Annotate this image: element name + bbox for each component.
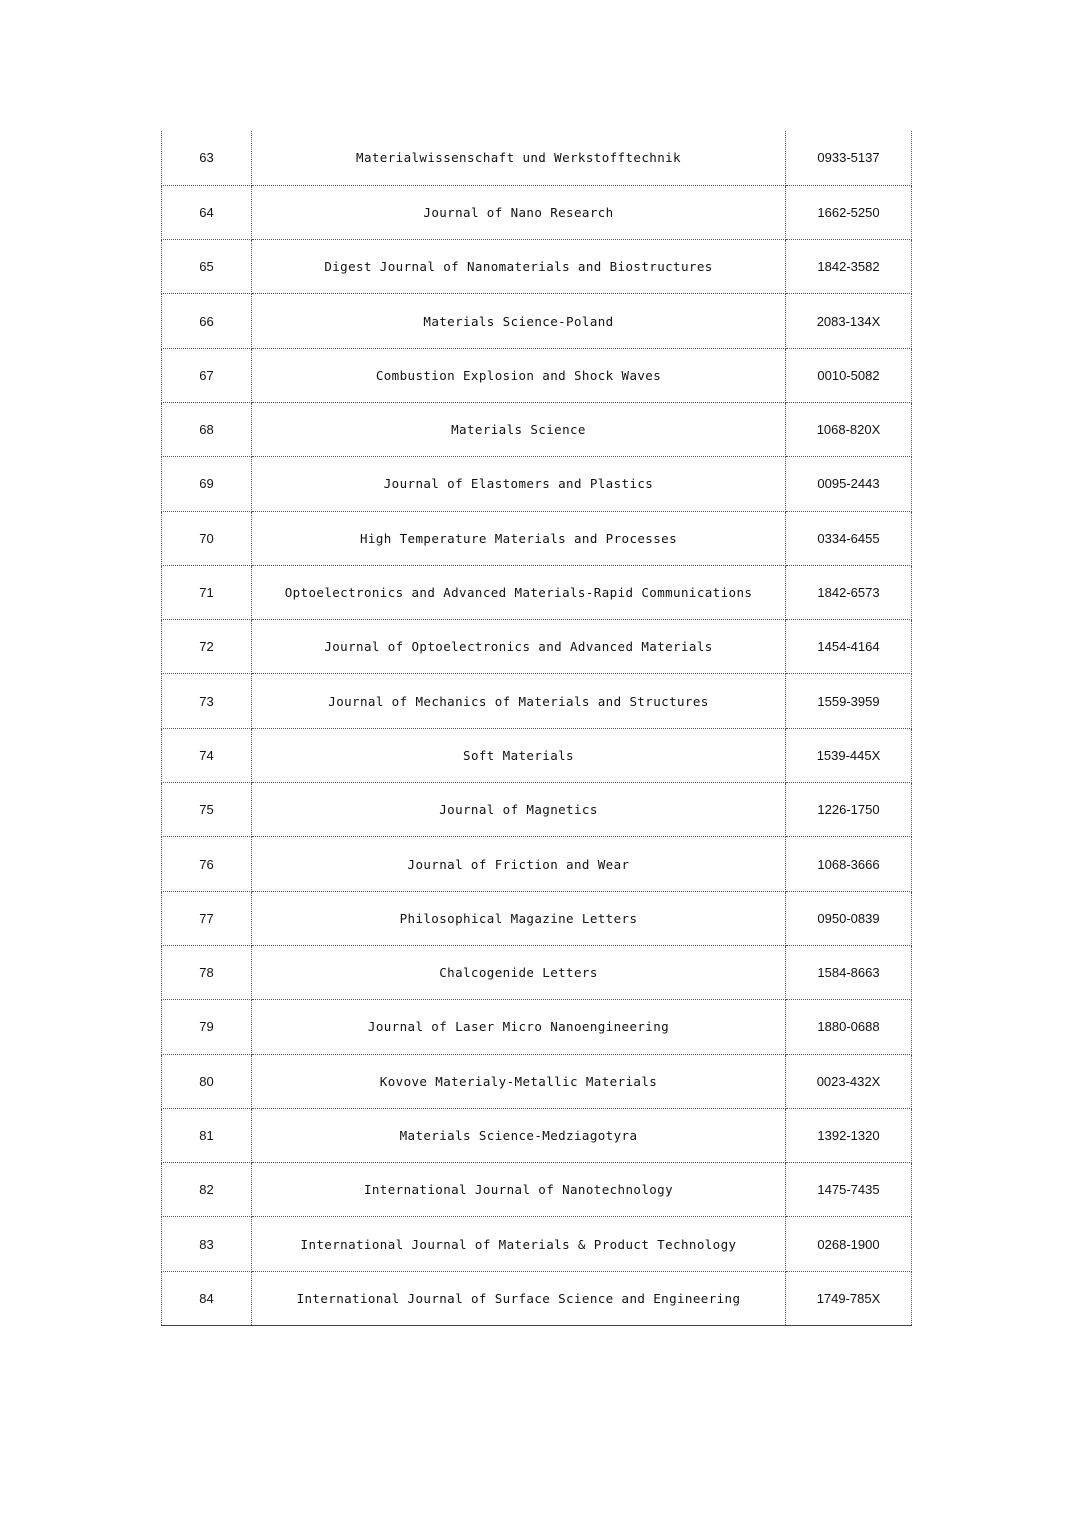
journal-name-cell: Journal of Friction and Wear	[252, 837, 786, 891]
journal-name-cell: International Journal of Surface Science and Engineering	[252, 1271, 786, 1325]
row-number-cell: 68	[162, 402, 252, 456]
journal-name-cell: Journal of Laser Micro Nanoengineering	[252, 1000, 786, 1054]
issn-cell: 1539-445X	[786, 728, 912, 782]
journal-name-cell: Digest Journal of Nanomaterials and Biostructures	[252, 240, 786, 294]
journal-name-cell: Combustion Explosion and Shock Waves	[252, 348, 786, 402]
journal-name-cell: Journal of Nano Research	[252, 185, 786, 239]
issn-cell: 1068-820X	[786, 402, 912, 456]
table-row	[162, 891, 912, 945]
table-row	[162, 620, 912, 674]
row-number-cell: 77	[162, 891, 252, 945]
row-number-cell: 84	[162, 1271, 252, 1325]
table-row	[162, 1217, 912, 1271]
issn-cell: 2083-134X	[786, 294, 912, 348]
row-number-cell: 76	[162, 837, 252, 891]
issn-cell: 1392-1320	[786, 1108, 912, 1162]
journal-name-cell: Optoelectronics and Advanced Materials-Rapid Communications	[252, 565, 786, 619]
table-row	[162, 348, 912, 402]
table-row	[162, 783, 912, 837]
journal-name-cell: Materials Science	[252, 402, 786, 456]
journal-name-cell: Materialwissenschaft und Werkstofftechnik	[252, 131, 786, 185]
row-number-cell: 70	[162, 511, 252, 565]
journal-name-cell: Journal of Elastomers and Plastics	[252, 457, 786, 511]
table-row	[162, 185, 912, 239]
issn-cell: 1662-5250	[786, 185, 912, 239]
issn-cell: 0023-432X	[786, 1054, 912, 1108]
table-row	[162, 1271, 912, 1325]
table-row	[162, 1163, 912, 1217]
journal-name-cell: Journal of Magnetics	[252, 783, 786, 837]
row-number-cell: 67	[162, 348, 252, 402]
journal-table	[161, 131, 912, 1326]
journal-name-cell: Journal of Mechanics of Materials and Structures	[252, 674, 786, 728]
issn-cell: 0933-5137	[786, 131, 912, 185]
row-number-cell: 71	[162, 565, 252, 619]
table-row	[162, 1000, 912, 1054]
row-number-cell: 83	[162, 1217, 252, 1271]
table-row	[162, 240, 912, 294]
row-number-cell: 63	[162, 131, 252, 185]
journal-name-cell: Materials Science-Medziagotyra	[252, 1108, 786, 1162]
row-number-cell: 64	[162, 185, 252, 239]
journal-name-cell: International Journal of Nanotechnology	[252, 1163, 786, 1217]
row-number-cell: 65	[162, 240, 252, 294]
journal-name-cell: Materials Science-Poland	[252, 294, 786, 348]
journal-name-cell: Journal of Optoelectronics and Advanced Materials	[252, 620, 786, 674]
table-row	[162, 457, 912, 511]
issn-cell: 1559-3959	[786, 674, 912, 728]
table-body	[162, 131, 912, 1326]
journal-name-cell: Philosophical Magazine Letters	[252, 891, 786, 945]
table-row	[162, 294, 912, 348]
journal-name-cell: Soft Materials	[252, 728, 786, 782]
issn-cell: 1880-0688	[786, 1000, 912, 1054]
row-number-cell: 81	[162, 1108, 252, 1162]
issn-cell: 1584-8663	[786, 945, 912, 999]
table-row	[162, 837, 912, 891]
journal-name-cell: Chalcogenide Letters	[252, 945, 786, 999]
row-number-cell: 74	[162, 728, 252, 782]
table-row	[162, 511, 912, 565]
issn-cell: 0095-2443	[786, 457, 912, 511]
journal-name-cell: High Temperature Materials and Processes	[252, 511, 786, 565]
table-row	[162, 674, 912, 728]
row-number-cell: 66	[162, 294, 252, 348]
row-number-cell: 79	[162, 1000, 252, 1054]
table-row	[162, 945, 912, 999]
issn-cell: 1842-3582	[786, 240, 912, 294]
journal-name-cell: International Journal of Materials & Product Technology	[252, 1217, 786, 1271]
row-number-cell: 82	[162, 1163, 252, 1217]
issn-cell: 0334-6455	[786, 511, 912, 565]
issn-cell: 0268-1900	[786, 1217, 912, 1271]
row-number-cell: 72	[162, 620, 252, 674]
table-row	[162, 565, 912, 619]
row-number-cell: 75	[162, 783, 252, 837]
issn-cell: 1068-3666	[786, 837, 912, 891]
table-row	[162, 402, 912, 456]
row-number-cell: 78	[162, 945, 252, 999]
table-row	[162, 1108, 912, 1162]
row-number-cell: 69	[162, 457, 252, 511]
table-row	[162, 131, 912, 185]
issn-cell: 1475-7435	[786, 1163, 912, 1217]
issn-cell: 1226-1750	[786, 783, 912, 837]
issn-cell: 1842-6573	[786, 565, 912, 619]
journal-name-cell: Kovove Materialy-Metallic Materials	[252, 1054, 786, 1108]
issn-cell: 0010-5082	[786, 348, 912, 402]
table-row	[162, 728, 912, 782]
issn-cell: 1454-4164	[786, 620, 912, 674]
row-number-cell: 80	[162, 1054, 252, 1108]
issn-cell: 0950-0839	[786, 891, 912, 945]
table-row	[162, 1054, 912, 1108]
issn-cell: 1749-785X	[786, 1271, 912, 1325]
row-number-cell: 73	[162, 674, 252, 728]
